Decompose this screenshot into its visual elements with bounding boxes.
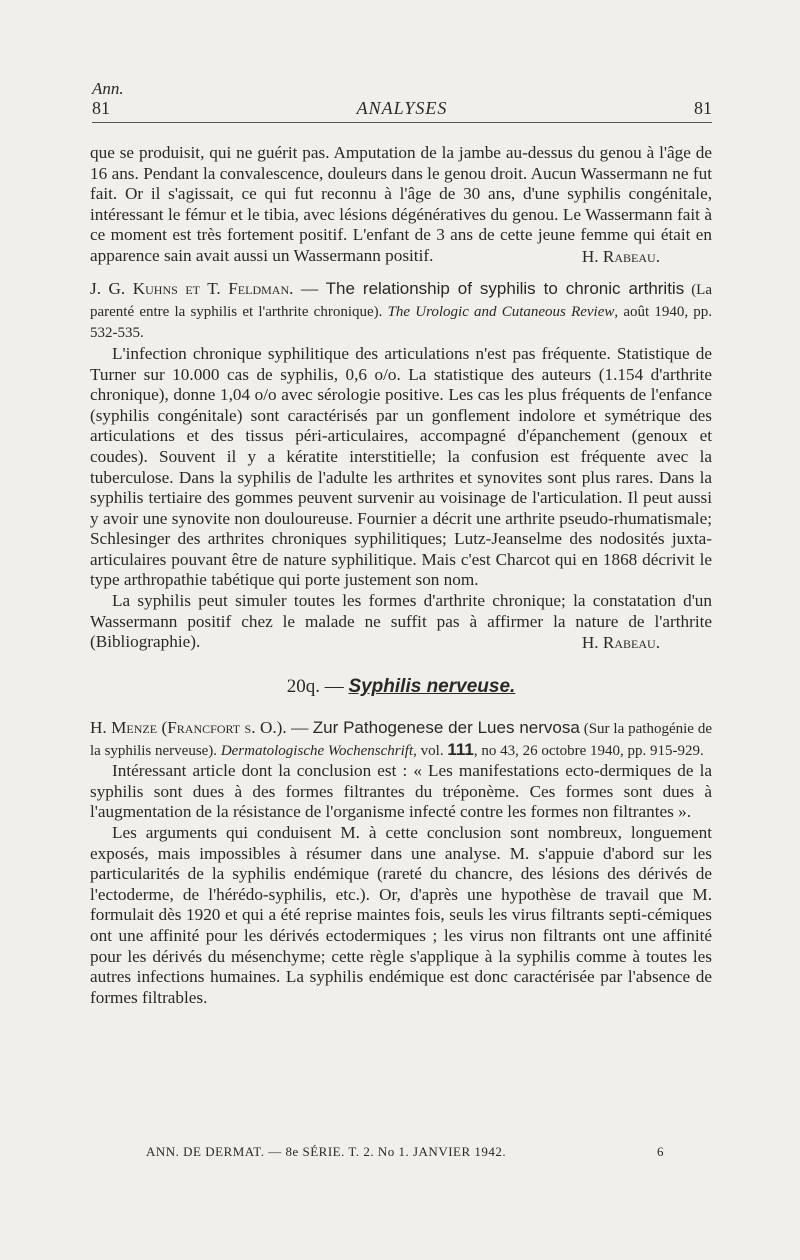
article1-paragraph: que se produisit, qui ne guérit pas. Amputation de la jambe au-dessus du genou à l'âge de 16 ans. Pendant la convalescence, douleurs dans le genou droit. Aucun Wassermann ne fut fait. Or il s'agissait, ce qui fut reconnu à l'âge de 30 ans, d'une syphilis congénitale, intéressant le fémur et le tibia, avec lésions dégénératives du genou. Le Wassermann fait à ce moment est très fortement positif. L'enfant de 3 ans de cette jeune femme qui était en apparence sain avait aussi un Wassermann positif.	[90, 143, 712, 265]
page-body	[90, 143, 712, 1008]
article2-signature: H. Rabeau.	[581, 632, 660, 652]
article2-paragraph-1: L'infection chronique syphilitique des articulations n'est pas fréquente. Statistique de Turner sur 10.000 cas de syphilis, 0,6 o/o. La statistique des auteurs (1.154 d'arthrite chronique), donne 1,04 o/o avec sérologie positive. Les cas les plus fréquents de l'enfance (syphilis congénitale) sont caractérisés par un gonflement indolore et symétrique des articulations et des tissus péri-articulaires, accompagné d'épanchement (genoux et coudes). Souvent il y a kératite interstitielle; la confusion est fréquente avec la tuberculose. Dans la syphilis de l'adulte les arthrites et synovites sont plus rares. Dans la syphilis tertiaire des gommes peuvent survenir au voisinage de l'articulation. Il peut aussi y avoir une synovite non douloureuse. Fournier a décrit une arthrite pseudo-rhumatismale; Schlesinger des arthrites chroniques syphilitiques; Lutz-Jeanselme des nodosités juxta-articulaires pouvant être de nature syphilitique. Mais c'est Charcot qui en 1868 décrivit le type arthropathie tabétique qui porte justement son nom.	[90, 343, 712, 590]
footer-page-number: 6	[657, 1144, 664, 1159]
section-number: 20q.	[286, 676, 320, 698]
article3-citation-pre: , vol.	[413, 742, 448, 759]
handwritten-annotation: Ann.	[92, 79, 124, 98]
section-dash: —	[319, 676, 349, 698]
article2-dash: —	[293, 279, 326, 299]
article3-title: Zur Pathogenese der Lues nervosa	[312, 718, 580, 738]
article2-citation: , août 1940, pp. 532-535.	[90, 303, 712, 342]
article3-citation-post: , no 43, 26 octobre 1940, pp. 915-929.	[473, 742, 704, 759]
article2-authors: J. G. Kuhns et T. Feldman.	[90, 279, 294, 299]
article2-translation: (La parenté entre la syphilis et l'arthrite chronique).	[90, 282, 713, 320]
article2-title: The relationship of syphilis to chronic arthritis	[325, 279, 685, 299]
page-footer	[146, 1144, 664, 1160]
article3-journal: Dermatologische Wochenschrift	[220, 742, 414, 759]
article2-journal: The Urologic and Cutaneous Review	[387, 303, 615, 320]
article2-reference	[90, 279, 712, 344]
article3-paragraph-1: Intéressant article dont la conclusion est : « Les manifestations ecto-dermiques de la syphilis sont dues à des formes filtrantes du tréponème. Ces formes sont dues à l'augmentation de la résistance de l'organisme infecté contre les formes non filtrantes ».	[90, 761, 712, 822]
article3-authors: H. Menze (Francfort s. O.).	[90, 718, 287, 738]
header-title: ANALYSES	[356, 98, 448, 118]
article3-dash: —	[286, 718, 313, 738]
section-heading	[90, 677, 712, 698]
article1-signature: H. Rabeau.	[581, 246, 660, 266]
article3-translation: (Sur la pathogénie de la syphilis nerveuse).	[90, 721, 712, 759]
page-number-right: 81	[694, 98, 712, 118]
section-title: Syphilis nerveuse.	[348, 676, 516, 698]
footer-journal-info: ANN. DE DERMAT. — 8e SÉRIE. T. 2. No 1. JANVIER 1942.	[146, 1144, 507, 1159]
article3-reference	[90, 718, 712, 761]
article3-volume: 111	[447, 739, 474, 759]
page-number-left: 81	[92, 98, 110, 118]
running-header	[92, 98, 712, 123]
article2-paragraph-2: La syphilis peut simuler toutes les formes d'arthrite chronique; la constatation d'un Wassermann positif chez le malade ne suffit pas à affirmer la nature de l'arthrite (Bibliographie).	[90, 591, 712, 652]
article3-paragraph-2: Les arguments qui conduisent M. à cette conclusion sont nombreux, longuement exposés, mais impossibles à résumer dans une analyse. M. s'appuie d'abord sur les particularités de la syphilis endémique (rareté du chancre, des lésions des dérivés de l'ectoderme, de l'hérédo-syphilis, etc.). Or, d'après une hypothèse de travail que M. formulait dès 1920 et qui a été reprise maintes fois, seuls les virus filtrants septi-cémiques ont une affinité pour les dérivés ectodermiques ; les virus non filtrants ont une affinité pour les dérivés du mésenchyme; cette règle s'applique à la syphilis comme à toutes les autres infections humaines. La syphilis endémique est donc caractérisée par l'absence de formes filtrables.	[90, 823, 712, 1007]
